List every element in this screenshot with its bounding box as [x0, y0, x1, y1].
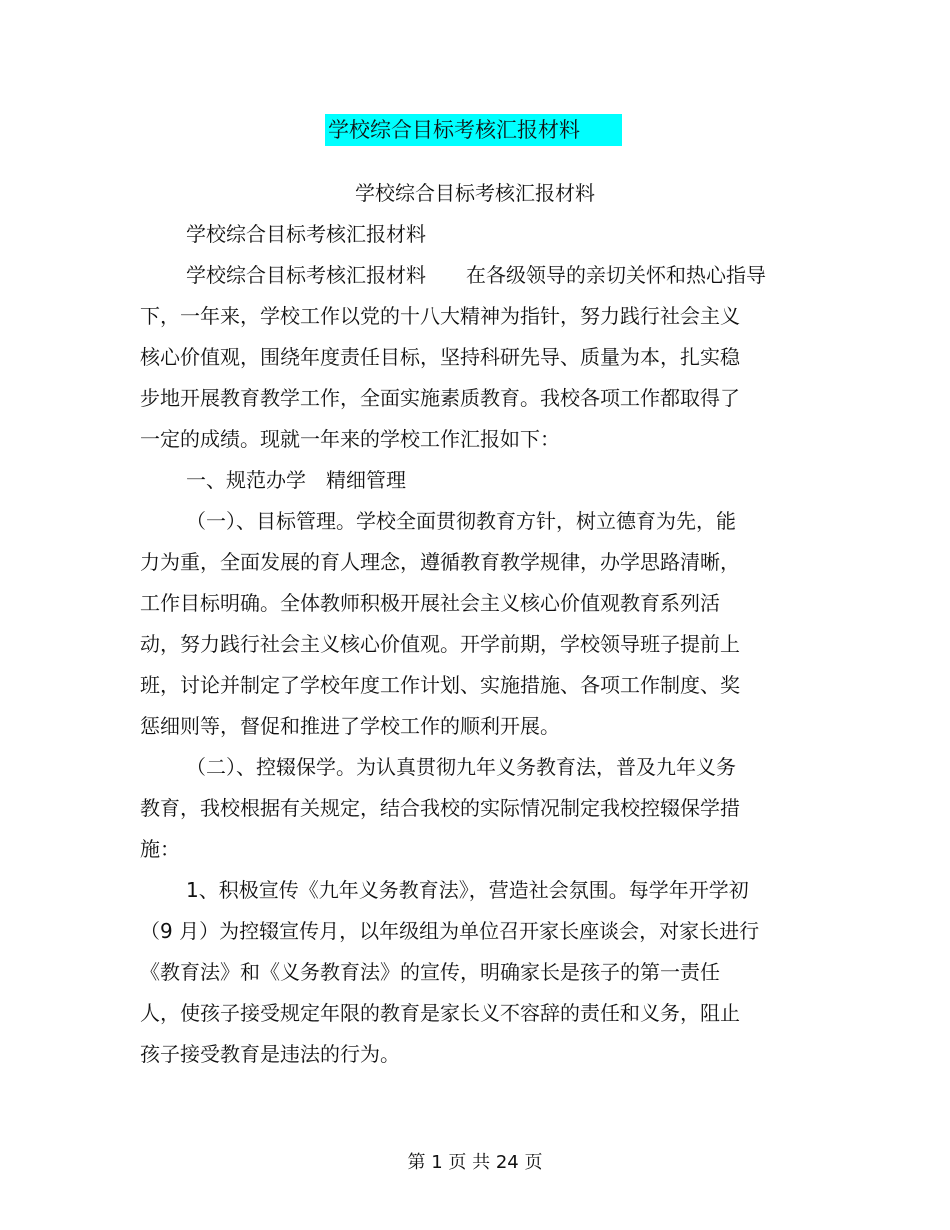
page-number: 第 1 页 共 24 页	[407, 1152, 543, 1173]
body-line: 工作目标明确。全体教师积极开展社会主义核心价值观教育系列活	[140, 591, 720, 615]
body-line: （一）、目标管理。学校全面贯彻教育方针，树立德育为先，能	[186, 509, 736, 533]
body-line-part: 学校综合目标考核汇报材料	[186, 263, 426, 287]
document-body	[140, 214, 780, 1075]
body-line: 步地开展教育教学工作，全面实施素质教育。我校各项工作都取得了	[140, 386, 740, 410]
body-line: 一定的成绩。现就一年来的学校工作汇报如下：	[140, 427, 560, 451]
body-line: （二）、控辍保学。为认真贯彻九年义务教育法，普及九年义务	[186, 755, 736, 779]
body-line: 下，一年来，学校工作以党的十八大精神为指针，努力践行社会主义	[140, 304, 740, 328]
body-line: 学校综合目标考核汇报材料	[186, 222, 426, 246]
document-subtitle: 学校综合目标考核汇报材料	[355, 181, 595, 205]
body-line: 惩细则等，督促和推进了学校工作的顺利开展。	[140, 714, 560, 738]
body-line: 1、积极宣传《九年义务教育法》，营造社会氛围。每学年开学初	[186, 878, 749, 902]
section-heading: 一、规范办学 精细管理	[186, 468, 406, 492]
document-title: 学校综合目标考核汇报材料	[325, 114, 622, 146]
body-line	[140, 255, 780, 296]
body-line: 力为重，全面发展的育人理念，遵循教育教学规律，办学思路清晰，	[140, 550, 740, 574]
body-line: 施：	[140, 837, 180, 861]
body-line: 班，讨论并制定了学校年度工作计划、实施措施、各项工作制度、奖	[140, 673, 740, 697]
body-line: 《教育法》和《义务教育法》的宣传，明确家长是孩子的第一责任	[140, 960, 720, 984]
body-line: （9 月）为控辍宣传月，以年级组为单位召开家长座谈会，对家长进行	[140, 919, 760, 943]
body-line: 核心价值观，围绕年度责任目标，坚持科研先导、质量为本，扎实稳	[140, 345, 740, 369]
body-line: 教育，我校根据有关规定，结合我校的实际情况制定我校控辍保学措	[140, 796, 740, 820]
body-line: 动，努力践行社会主义核心价值观。开学前期，学校领导班子提前上	[140, 632, 740, 656]
body-line-part: 在各级领导的亲切关怀和热心指导	[466, 263, 766, 287]
body-line: 人，使孩子接受规定年限的教育是家长义不容辞的责任和义务，阻止	[140, 1001, 740, 1025]
body-line: 孩子接受教育是违法的行为。	[140, 1042, 400, 1066]
